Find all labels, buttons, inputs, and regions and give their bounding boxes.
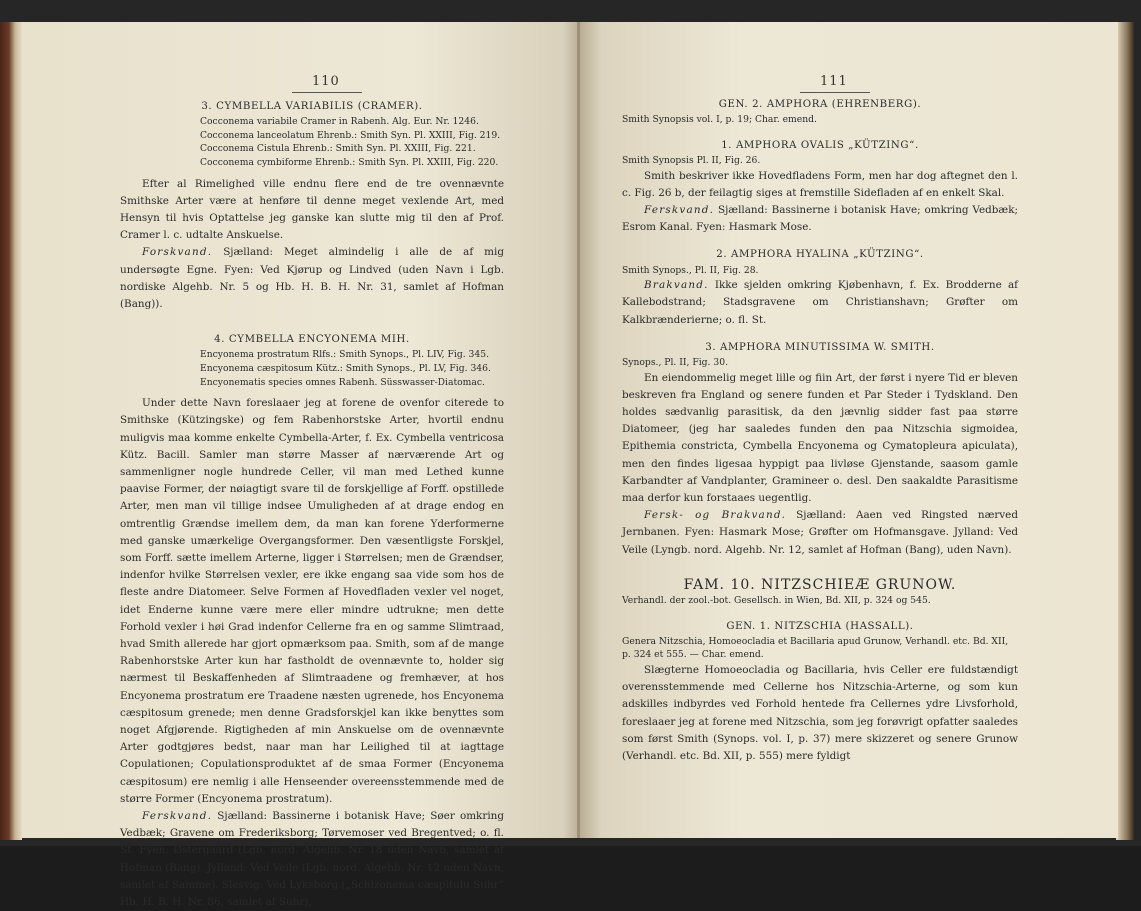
paragraph: Slægterne Homoeocladia og Bacillaria, hvis Celler ere fuldstændigt overensstemmende med Cellerne hos Nitzschia-Arterne, og som kun adskilles indbyrdes ved Forhold hentede fra Cellernes ydre Livsforhold, foreslaaer jeg at forene med Nitzschia, som jeg forøvrigt opfatter saaledes som først Smith (Synops. vol. I, p. 37) mere skizzeret og senere Grunow (Verhandl. etc. Bd. XII, p. 555) mere fyldigt bbox=[622, 664, 1018, 763]
paragraph: En eiendommelig meget lille og fiin Art, der først i nyere Tid er bleven beskreven fra England og senere funden et Par Steder i Tydskland. Den holdes sædvanlig parasitisk, da den jævnlig sidder fast paa større Diatomeer, (jeg har saaledes funden den paa Nitzschia sigmoidea, Epithemia constricta, Cymbella Encyonema og Cymatopleura apiculata), men den findes ligesaa hyppigt paa livløse Gjenstande, saasom gamle Karbandter af Vandplanter, Gramineer o. desl. Den saakaldte Parasitisme maa derfor kun forstaaes uegentlig. bbox=[622, 371, 1018, 505]
synonym-line: Cocconema variabile Cramer in Rabenh. Alg. Eur. Nr. 1246. bbox=[200, 116, 479, 128]
section-heading: 4. CYMBELLA ENCYONEMA MIH. bbox=[214, 334, 410, 346]
locality-text: Sjælland: Aaen ved Ringsted nærved Jernbanen. Fyen: Hasmark Mose; Grøfter om Hofmansgave. Jylland: Ved Veile (Lyngb. nord. Algehb. Nr. 12, samlet af Hofman (Bang), uden Navn). bbox=[622, 509, 1018, 556]
species-reference: Smith Synopsis Pl. II, Fig. 26. bbox=[622, 155, 761, 166]
left-page bbox=[22, 22, 580, 909]
locality-label: Forskvand. bbox=[142, 246, 213, 259]
species-reference: Synops., Pl. II, Fig. 30. bbox=[622, 357, 728, 369]
family-reference: Verhandl. der zool.-bot. Gesellsch. in Wien, Bd. XII, p. 324 og 545. bbox=[622, 595, 931, 607]
locality-paragraph bbox=[622, 277, 1018, 329]
locality-text: Sjælland: Meget almindelig i alle de af mig undersøgte Egne. Fyen: Ved Kjørup og Lindved (uden Navn i Lgb. nordiske Algehb. Nr. 5 og Hb. H. B. H. Nr. 31, samlet af Hofman (Bang)). bbox=[120, 246, 504, 310]
genus-heading: GEN. 2. AMPHORA (EHRENBERG). bbox=[718, 99, 922, 110]
locality-label: Fersk- og Brakvand. bbox=[644, 509, 787, 522]
locality-text: Sjælland: Bassinerne i botanisk Have; Søer omkring Vedbæk; Gravene om Frederiksborg; Tørvemoser ved Bregentved; o. fl. St. Fyen: Østergaard (Lgb. nord. Algehb. Nr. 18 uden Navn, samlet af Hofman (Bang). Jylland: Ved Veile (Lgb. nord. Algehb. Nr. 12 uden Navn, samlet af Samme). Slesvig: Ved Lyksborg („Schizonema cæspitulu Suhr“ Hb. H. B. H. Nr. 86, samlet af Suhr). bbox=[120, 810, 504, 909]
page-number: 110 bbox=[312, 74, 340, 89]
species-heading: 1. AMPHORA OVALIS „KÜTZING“. bbox=[721, 139, 919, 151]
synonym-line: Encyonematis species omnes Rabenh. Süsswasser-Diatomac. bbox=[200, 376, 485, 388]
page-number: 111 bbox=[820, 74, 848, 89]
genus-heading: GEN. 1. NITZSCHIA (HASSALL). bbox=[726, 620, 914, 632]
locality-text: Sjælland: Bassinerne i botanisk Have; omkring Vedbæk; Esrom Kanal. Fyen: Hasmark Mose. bbox=[622, 204, 1018, 234]
locality-paragraph bbox=[622, 202, 1018, 236]
locality-label: Ferskvand. bbox=[644, 204, 715, 216]
book-edge-left bbox=[0, 22, 22, 840]
species-reference: Smith Synops., Pl. II, Fig. 28. bbox=[622, 264, 759, 276]
section-heading: 3. CYMBELLA VARIABILIS (CRAMER). bbox=[201, 101, 423, 112]
paragraph: Smith beskriver ikke Hovedfladens Form, men har dog aftegnet den l. c. Fig. 26 b, der feilagtig siges at fremstille Sidefladen af en enkelt Skal. bbox=[622, 169, 1018, 199]
genus-reference: Smith Synopsis vol. I, p. 19; Char. emend. bbox=[622, 114, 817, 126]
locality-label: Ferskvand. bbox=[142, 810, 213, 823]
locality-label: Brakvand. bbox=[644, 279, 709, 292]
synonym-line: Cocconema lanceolatum Ehrenb.: Smith Syn. Pl. XXIII, Fig. 219. bbox=[200, 129, 501, 141]
synonym-list bbox=[120, 348, 504, 389]
synonym-line: Encyonema prostratum Rlfs.: Smith Synops., Pl. LIV, Fig. 345. bbox=[200, 349, 490, 361]
locality-paragraph bbox=[120, 808, 504, 911]
genus-reference: Genera Nitzschia, Homoeocladia et Bacillaria apud Grunow, Verhandl. etc. Bd. XII, p. 324 et 555. — Char. emend. bbox=[622, 635, 1009, 661]
synonym-line: Cocconema Cistula Ehrenb.: Smith Syn. Pl. XXIII, Fig. 221. bbox=[200, 143, 476, 155]
page-number-rule bbox=[292, 92, 362, 93]
species-heading: 2. AMPHORA HYALINA „KÜTZING“. bbox=[716, 249, 924, 261]
right-text-block bbox=[622, 96, 1018, 765]
species-heading: 3. AMPHORA MINUTISSIMA W. SMITH. bbox=[705, 341, 935, 353]
page-number-rule bbox=[800, 92, 870, 93]
right-page bbox=[580, 22, 1118, 838]
synonym-line: Encyonema cæspitosum Kütz.: Smith Synops., Pl. LV, Fig. 346. bbox=[200, 363, 491, 374]
locality-text: Ikke sjelden omkring Kjøbenhavn, f. Ex. Brodderne af Kallebodstrand; Stadsgravene om Christianshavn; Grøfter om Kalkbrænderierne; o. fl. St. bbox=[622, 279, 1018, 326]
synonym-list bbox=[120, 115, 504, 169]
synonym-line: Cocconema cymbiforme Ehrenb.: Smith Syn. Pl. XXIII, Fig. 220. bbox=[200, 156, 499, 168]
family-title: FAM. 10. NITZSCHIEÆ GRUNOW. bbox=[683, 576, 957, 593]
paragraph: Under dette Navn foreslaaer jeg at forene de ovenfor citerede to Smithske (Kützingske) og fem Rabenhorstske Arter, hvortil endnu muligvis maa komme enkelte Cymbella-Arter, f. Ex. Cymbella ventricosa Kütz. Bacill. Samler man større Masser af nærværende Art og sammenligner nogle hundrede Celler, vil man med Lethed kunne paavise Former, der nøiagtigt svare til de forskjellige af Forff. opstillede Arter, men man vil tillige indsee Umuligheden af at drage endog en omtrentlig Grændse imellem dem, da man kan forene Yderformerne med ganske umærkelige Overgangsformer. Den væsentligste Forskjel, som Forff. sætte imellem Arterne, ligger i Størrelsen; men de Grændser, indenfor hvilke Størrelsen vexler, ere ikke engang saa vide som hos de fleste andre Diatomeer. Selve Formen af Hovedfladen vexler vel noget, idet Enderne kunne være mere eller mindre udtrukne; men dette Forhold vexler i høi Grad indenfor Cellerne fra en og samme Slimtraad, hvad Smith allerede har gjort opmærksom paa. Smith, som af de mange Rabenhorstske Arter kun har fastholdt de ovennævnte to, holder sig nærmest til Beskaffenheden af Slimtraadene og fremhæver, at hos Encyonema prostratum ere Traadene næsten ugrenede, hos Encyonema cæspitosum grenede; men denne Gradsforskjel kan ikke benyttes som noget Afgjørende. Rigtigheden af min Anskuelse om de ovennævnte Arter godtgjøres bedst, naar man har Leilighed til at iagttage Copulationen; Copulationsproduktet af de smaa Former (Encyonema cæspitosum) ere nemlig i alle Henseender overeensstemmende med de større Former (Encyonema prostratum). bbox=[120, 397, 504, 805]
book-edge-right bbox=[1116, 22, 1134, 840]
paragraph: Efter al Rimelighed ville endnu flere end de tre ovennævnte Smithske Arter være at henføre til denne meget vexlende Art, med Hensyn til hvis Optattelse jeg ganske kan slutte mig til den af Prof. Cramer l. c. udtalte Anskuelse. bbox=[120, 177, 504, 242]
locality-paragraph bbox=[120, 244, 504, 313]
locality-paragraph bbox=[622, 507, 1018, 559]
left-text-block bbox=[120, 98, 504, 911]
